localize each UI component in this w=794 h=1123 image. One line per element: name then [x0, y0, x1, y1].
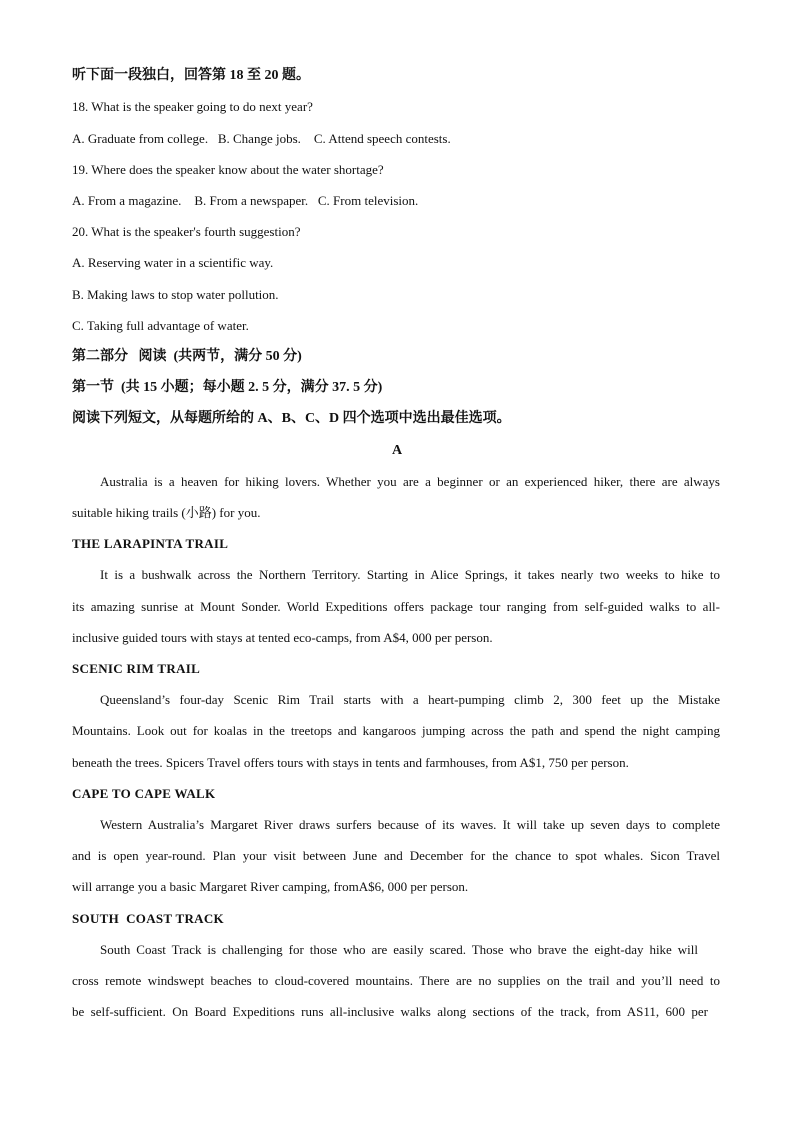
trail-1-line-3: inclusive guided tours with stays at tented eco-camps, from A$4, 000 per person. — [72, 630, 493, 645]
trail-4-line-1: South Coast Track is challenging for those who are easily scared. Those who brave the eight-day hike will — [100, 942, 698, 957]
trail-1-line-2: its amazing sunrise at Mount Sonder. World Expeditions offers package tour ranging from self-guided walks to all- — [72, 599, 720, 614]
question-20: 20. What is the speaker's fourth suggestion? — [72, 224, 301, 239]
trail-1-line-1: It is a bushwalk across the Northern Territory. Starting in Alice Springs, it takes nearly two weeks to hike to — [100, 567, 720, 582]
question-19: 19. Where does the speaker know about the water shortage? — [72, 162, 384, 177]
trail-3-line-2: and is open year-round. Plan your visit between June and December for the chance to spot whales. Sicon Travel — [72, 848, 720, 863]
trail-4-line-2: cross remote windswept beaches to cloud-covered mountains. There are no supplies on the trail and you’ll need to — [72, 973, 720, 988]
listening-instruction: 听下面一段独白，回答第 18 至 20 题。 — [72, 68, 310, 83]
question-19-options: A. From a magazine. B. From a newspaper. C. From television. — [72, 193, 419, 208]
reading-part-title: 第二部分 阅读 (共两节，满分 50 分) — [72, 349, 302, 364]
reading-section-title: 第一节 (共 15 小题；每小题 2. 5 分，满分 37. 5 分) — [72, 380, 383, 395]
intro-line-1: Australia is a heaven for hiking lovers. Whether you are a beginner or an experienced hiker, there are always — [100, 474, 720, 489]
question-20-option-a: A. Reserving water in a scientific way. — [72, 255, 274, 270]
trail-4-title: SOUTH COAST TRACK — [72, 911, 224, 926]
question-20-option-c: C. Taking full advantage of water. — [72, 318, 249, 333]
trail-2-title: SCENIC RIM TRAIL — [72, 661, 201, 676]
trail-2-line-1: Queensland’s four-day Scenic Rim Trail starts with a heart-pumping climb 2, 300 feet up the Mistake — [100, 692, 720, 707]
question-18: 18. What is the speaker going to do next year? — [72, 99, 313, 114]
trail-1-title: THE LARAPINTA TRAIL — [72, 536, 229, 551]
trail-2-line-3: beneath the trees. Spicers Travel offers tours with stays in tents and farmhouses, from A$1, 750 per person. — [72, 755, 629, 770]
trail-4-line-3: be self-sufficient. On Board Expeditions runs all-inclusive walks along sections of the track, from AS11, 600 per — [72, 1004, 708, 1019]
question-18-options: A. Graduate from college. B. Change jobs. C. Attend speech contests. — [72, 131, 451, 146]
reading-instruction: 阅读下列短文，从每题所给的 A、B、C、D 四个选项中选出最佳选项。 — [72, 411, 511, 426]
question-20-option-b: B. Making laws to stop water pollution. — [72, 287, 279, 302]
passage-label: A — [391, 443, 403, 458]
trail-3-line-3: will arrange you a basic Margaret River camping, fromA$6, 000 per person. — [72, 879, 469, 894]
trail-3-title: CAPE TO CAPE WALK — [72, 786, 216, 801]
trail-3-line-1: Western Australia’s Margaret River draws surfers because of its waves. It will take up seven days to complete — [100, 817, 720, 832]
intro-line-2: suitable hiking trails (小路) for you. — [72, 505, 261, 520]
trail-2-line-2: Mountains. Look out for koalas in the treetops and kangaroos jumping across the path and spend the night camping — [72, 723, 720, 738]
